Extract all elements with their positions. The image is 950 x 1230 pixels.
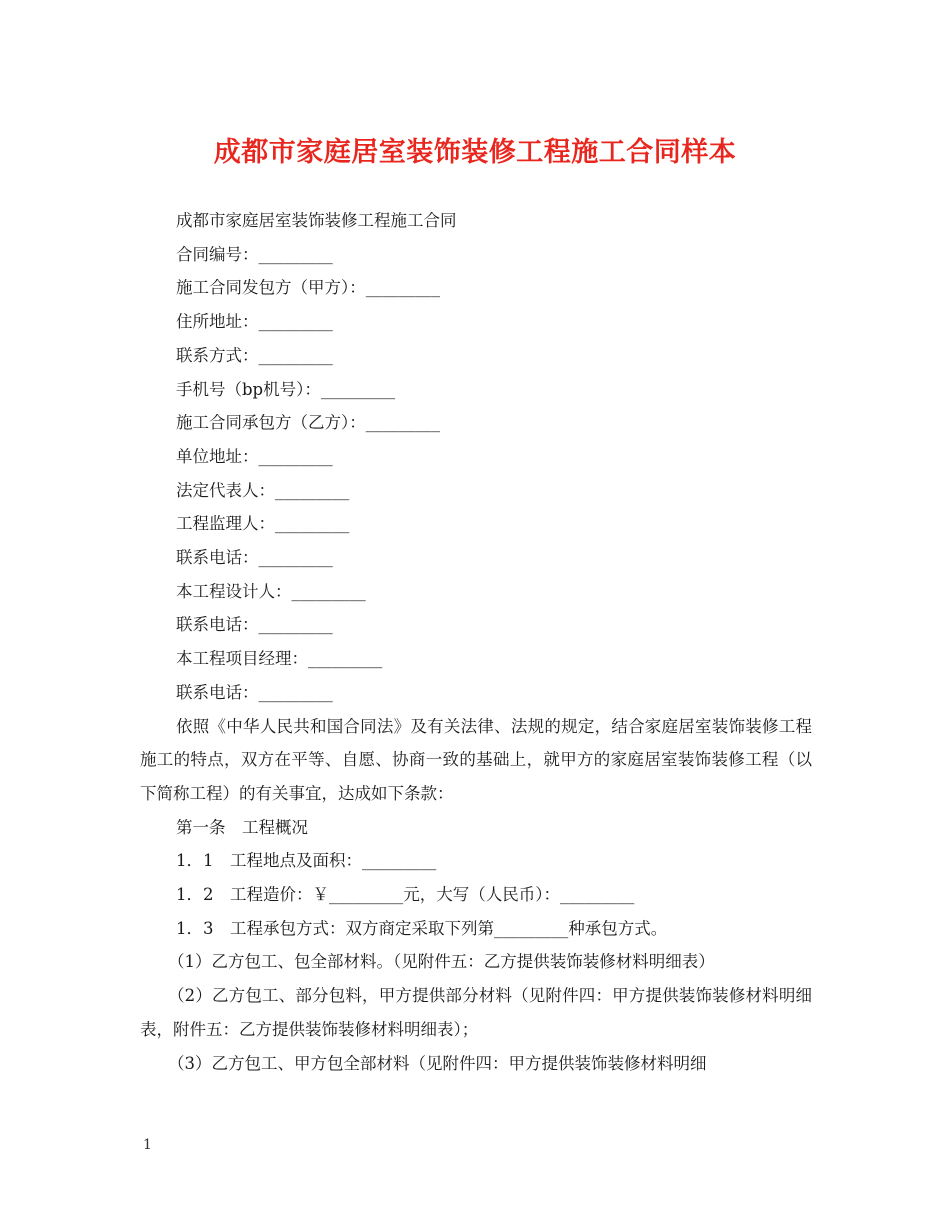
article-1-item-2: 1．2 工程造价：￥_________元，大写（人民币）：_________	[176, 885, 635, 905]
party-b-address-field: 单位地址：_________	[176, 446, 333, 466]
intro-paragraph: 依照《中华人民共和国合同法》及有关法律、法规的规定，结合家庭居室装饰装修工程施工的特点，双方在平等、自愿、协商一致的基础上，就甲方的家庭居室装饰装修工程（以下简称工程）的有关事宜，达成如下条款：	[140, 716, 812, 803]
document-title: 成都市家庭居室装饰装修工程施工合同样本	[213, 137, 737, 168]
page-number: 1	[143, 1137, 152, 1153]
party-a-mobile-field: 手机号（bp机号）：_________	[176, 379, 396, 399]
legal-representative-field: 法定代表人：_________	[176, 480, 350, 500]
contract-option-2: （2）乙方包工、部分包料，甲方提供部分材料（见附件四：甲方提供装饰装修材料明细表，附件五：乙方提供装饰装修材料明细表）；	[140, 986, 812, 1039]
contract-number-field: 合同编号：_________	[176, 244, 333, 264]
designer-phone-field: 联系电话：_________	[176, 615, 333, 635]
contract-body	[140, 204, 812, 1080]
contract-option-3: （3）乙方包工、甲方包全部材料（见附件四：甲方提供装饰装修材料明细	[168, 1053, 707, 1073]
party-a-field: 施工合同发包方（甲方）：_________	[176, 278, 440, 298]
project-manager-phone-field: 联系电话：_________	[176, 682, 333, 702]
article-1-heading: 第一条 工程概况	[176, 817, 308, 837]
party-b-field: 施工合同承包方（乙方）：_________	[176, 413, 440, 433]
article-1-item-3: 1．3 工程承包方式：双方商定采取下列第_________种承包方式。	[176, 918, 668, 938]
contract-option-1: （1）乙方包工、包全部材料。（见附件五：乙方提供装饰装修材料明细表）	[168, 952, 715, 972]
party-a-contact-field: 联系方式：_________	[176, 345, 333, 365]
supervisor-field: 工程监理人：_________	[176, 514, 350, 534]
party-a-address-field: 住所地址：_________	[176, 312, 333, 332]
project-manager-field: 本工程项目经理：_________	[176, 649, 383, 669]
contract-subtitle: 成都市家庭居室装饰装修工程施工合同	[176, 211, 457, 230]
article-1-item-1: 1．1 工程地点及面积：_________	[176, 851, 437, 871]
supervisor-phone-field: 联系电话：_________	[176, 548, 333, 568]
designer-field: 本工程设计人：_________	[176, 581, 366, 601]
